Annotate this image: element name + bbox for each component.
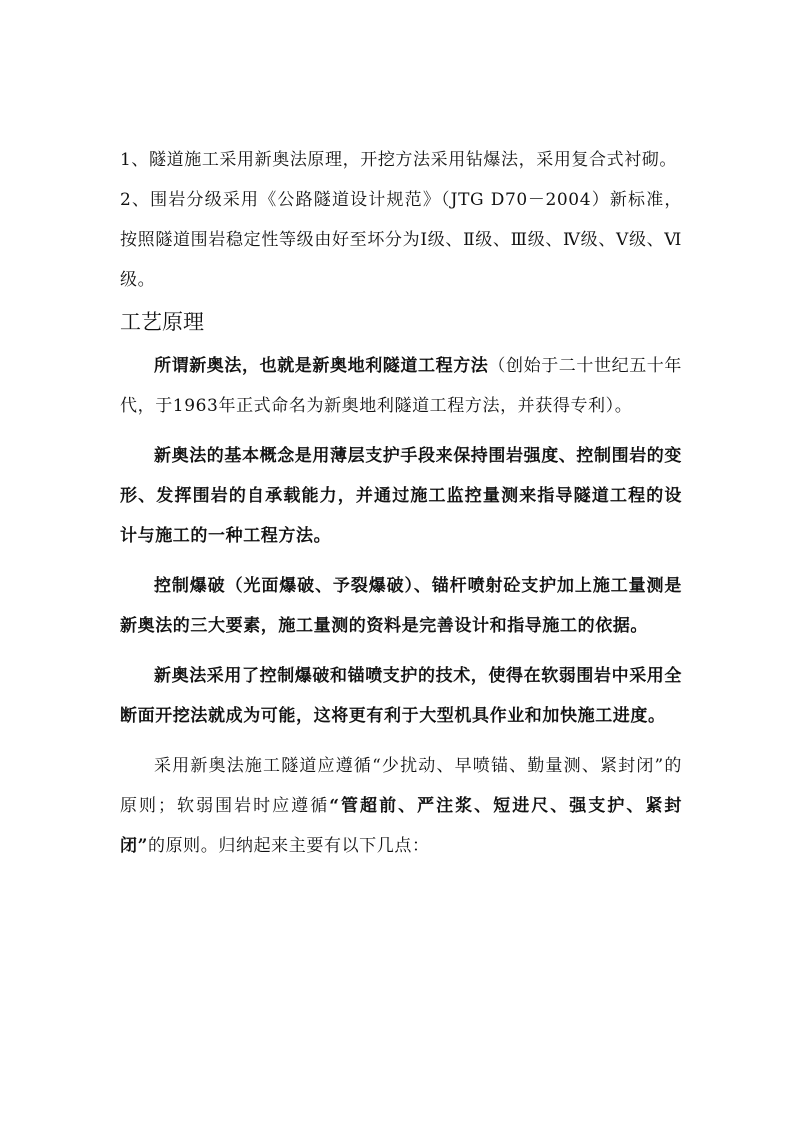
list-item-1: 1、隧道施工采用新奥法原理，开挖方法采用钻爆法，采用复合式衬砌。 [120, 150, 678, 170]
paragraph-definition-note: （创始于二十世纪五十年代，于1963年正式命名为新奥地利隧道工程方法，并获得专利）。 [120, 356, 683, 416]
section-heading: 工艺原理 [120, 310, 204, 334]
document-body [120, 140, 682, 866]
paragraph-three-elements: 控制爆破（光面爆破、予裂爆破）、锚杆喷射砼支护加上施工量测是新奥法的三大要素，施工量测的资料是完善设计和指导施工的依据。 [120, 576, 682, 636]
paragraph-principles-part-c: 的原则。归纳起来主要有以下几点： [147, 836, 430, 856]
paragraph-definition-bold: 所谓新奥法，也就是新奥地利隧道工程方法 [154, 356, 489, 376]
list-item-2: 2、围岩分级采用《公路隧道设计规范》（JTG D70－2004）新标准，按照隧道围岩稳定性等级由好至坏分为Ⅰ级、Ⅱ级、Ⅲ级、Ⅳ级、Ⅴ级、Ⅵ级。 [120, 190, 682, 290]
paragraph-definition [120, 346, 682, 426]
paragraph-principles-part-b: “管超前、严注浆、短进尺、强支护、紧封闭” [120, 796, 682, 856]
paragraph-principles [120, 746, 682, 866]
paragraph-principles-part-a: 采用新奥法施工隧道应遵循“少扰动、早喷锚、勤量测、紧封闭”的原则；软弱围岩时应遵循 [120, 756, 682, 816]
paragraph-basic-concept: 新奥法的基本概念是用薄层支护手段来保持围岩强度、控制围岩的变形、发挥围岩的自承载能力，并通过施工监控量测来指导隧道工程的设计与施工的一种工程方法。 [120, 446, 682, 546]
paragraph-full-section: 新奥法采用了控制爆破和锚喷支护的技术，使得在软弱围岩中采用全断面开挖法就成为可能，这将更有利于大型机具作业和加快施工进度。 [120, 666, 682, 726]
